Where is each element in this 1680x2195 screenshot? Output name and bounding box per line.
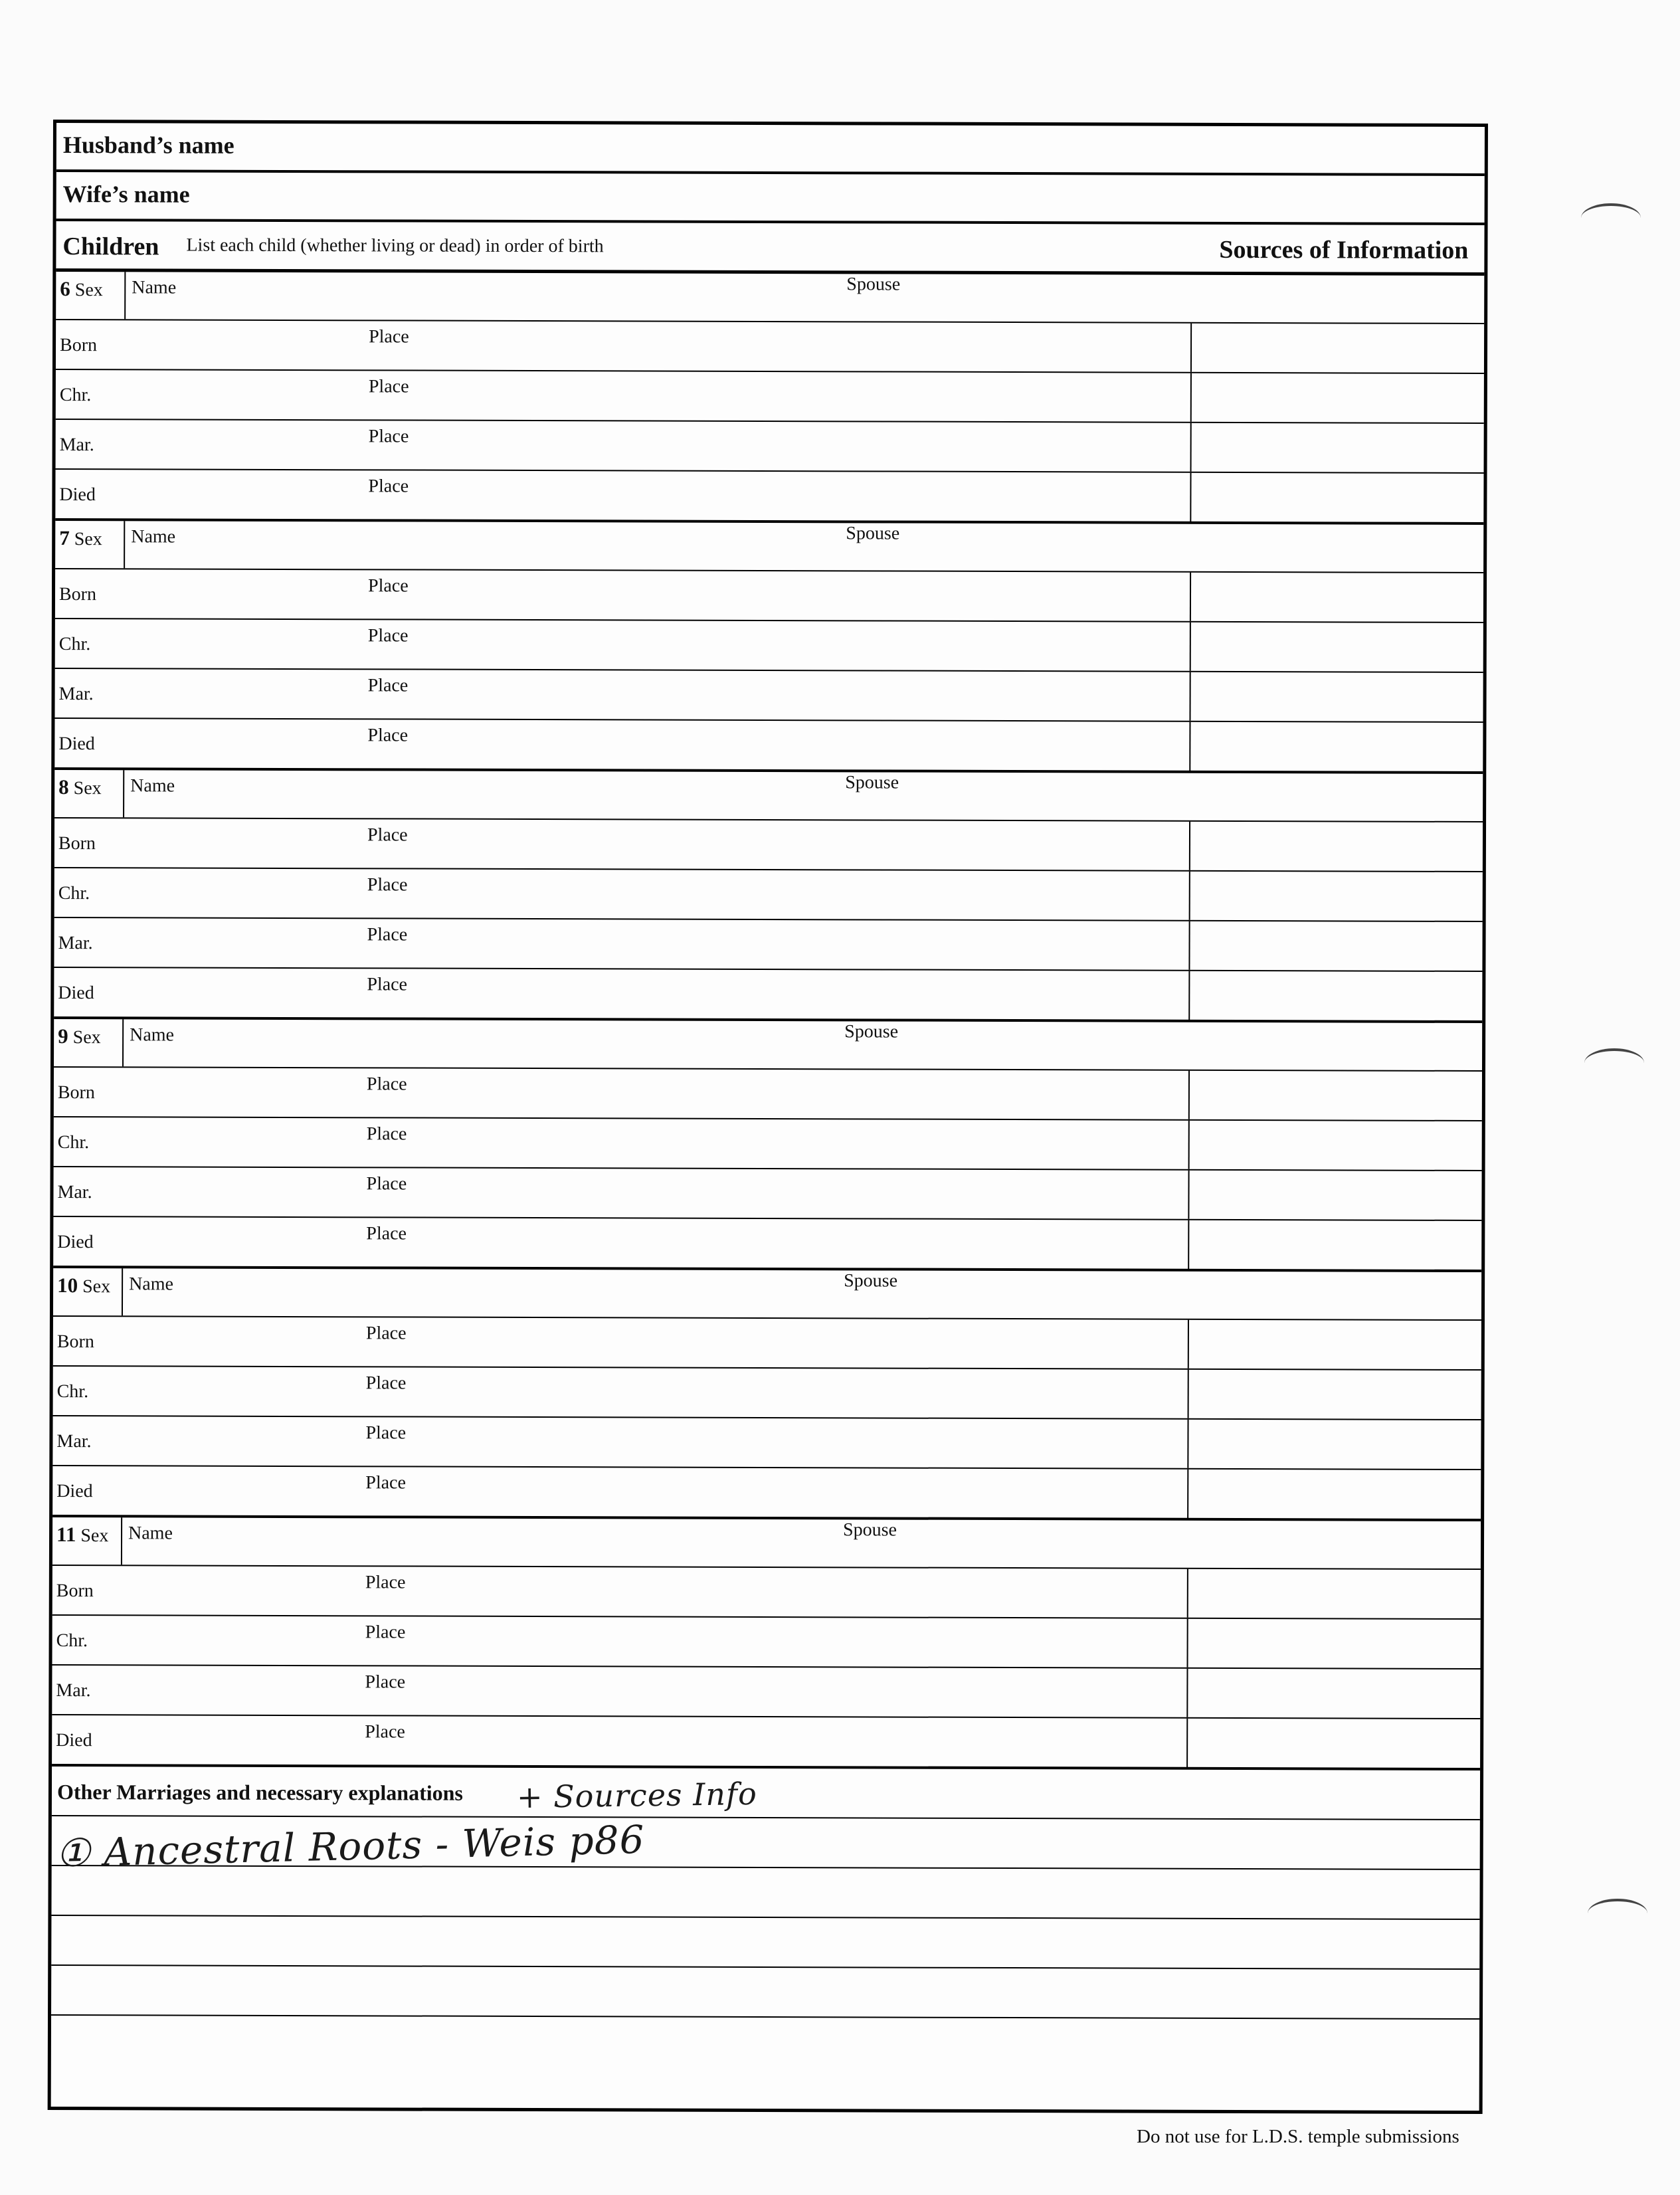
sex-divider xyxy=(121,1517,122,1565)
child-block xyxy=(53,1019,1482,1272)
source-cell[interactable] xyxy=(1188,1370,1481,1419)
event-row[interactable] xyxy=(56,370,1484,424)
event-label: Born xyxy=(60,335,98,356)
sex-divider xyxy=(123,770,124,817)
name-label: Name xyxy=(128,1523,173,1544)
event-label: Died xyxy=(58,733,95,755)
event-row[interactable] xyxy=(52,1715,1480,1769)
place-label: Place xyxy=(369,326,409,347)
event-row[interactable] xyxy=(56,320,1484,374)
event-row[interactable] xyxy=(52,1466,1481,1520)
sex-divider xyxy=(122,1268,123,1315)
place-label: Place xyxy=(365,1323,407,1344)
event-label: Chr. xyxy=(59,385,92,406)
event-label: Died xyxy=(58,983,94,1004)
family-record-form xyxy=(48,120,1488,2114)
binder-hole-mark xyxy=(1588,1899,1647,1928)
sex-label: Sex xyxy=(80,1525,109,1547)
place-label: Place xyxy=(367,874,408,896)
child-name-row[interactable] xyxy=(54,1019,1482,1072)
event-label: Born xyxy=(58,833,96,854)
child-name-row[interactable] xyxy=(54,770,1483,822)
child-name-row[interactable] xyxy=(55,521,1483,573)
event-label: Chr. xyxy=(56,1630,88,1652)
child-number: 7 xyxy=(59,526,70,550)
event-row[interactable] xyxy=(54,719,1483,773)
source-cell[interactable] xyxy=(1188,921,1482,971)
source-cell[interactable] xyxy=(1188,1320,1481,1369)
explanation-line[interactable] xyxy=(51,1966,1479,2020)
other-marriages-header-row[interactable] xyxy=(52,1766,1480,1820)
source-cell[interactable] xyxy=(1190,324,1484,373)
spouse-label: Spouse xyxy=(846,274,901,295)
place-label: Place xyxy=(366,1173,407,1194)
event-row[interactable] xyxy=(54,1117,1482,1171)
footer-note: Do not use for L.D.S. temple submissions xyxy=(1137,2126,1459,2147)
spouse-label: Spouse xyxy=(846,523,900,544)
place-label: Place xyxy=(365,1373,407,1394)
wife-label: Wife’s name xyxy=(62,181,190,208)
event-label: Died xyxy=(56,1481,93,1502)
source-cell[interactable] xyxy=(1189,672,1483,721)
event-label: Chr. xyxy=(58,883,90,904)
child-block xyxy=(54,770,1483,1023)
place-label: Place xyxy=(368,426,409,447)
source-cell[interactable] xyxy=(1186,1719,1480,1769)
source-cell[interactable] xyxy=(1190,473,1483,524)
name-label: Name xyxy=(132,277,177,298)
event-row[interactable] xyxy=(53,1167,1481,1221)
sex-divider xyxy=(124,521,125,568)
child-number-sex xyxy=(58,1024,101,1048)
sources-header: Sources of Information xyxy=(1219,235,1469,264)
source-cell[interactable] xyxy=(1189,822,1483,871)
name-label: Name xyxy=(131,526,176,547)
sex-label: Sex xyxy=(82,1276,111,1297)
source-cell[interactable] xyxy=(1187,1470,1481,1520)
child-name-row[interactable] xyxy=(52,1517,1481,1570)
place-label: Place xyxy=(366,1223,407,1244)
child-number: 9 xyxy=(58,1024,68,1048)
place-label: Place xyxy=(367,824,408,846)
name-label: Name xyxy=(130,1024,175,1046)
child-number-sex xyxy=(60,277,103,301)
spouse-label: Spouse xyxy=(844,1270,898,1291)
source-cell[interactable] xyxy=(1189,722,1483,773)
child-number-sex xyxy=(56,1523,108,1547)
spouse-label: Spouse xyxy=(845,772,899,793)
child-block xyxy=(52,1517,1481,1770)
other-marriages-section xyxy=(51,1766,1480,2069)
explanation-line[interactable] xyxy=(51,1866,1479,1920)
event-row[interactable] xyxy=(52,1566,1481,1620)
source-cell[interactable] xyxy=(1187,1619,1481,1668)
event-row[interactable] xyxy=(56,420,1484,474)
event-label: Born xyxy=(56,1331,94,1353)
event-label: Died xyxy=(56,1730,92,1751)
explanation-line[interactable] xyxy=(52,1816,1480,1876)
event-row[interactable] xyxy=(53,1317,1481,1371)
event-row[interactable] xyxy=(55,569,1483,623)
event-label: Mar. xyxy=(58,684,94,705)
place-label: Place xyxy=(367,924,408,945)
children-title: Children xyxy=(62,233,159,261)
source-cell[interactable] xyxy=(1188,1220,1481,1271)
sex-label: Sex xyxy=(74,529,102,550)
children-instructions: List each child (whether living or dead) in order of birth xyxy=(186,235,604,257)
place-label: Place xyxy=(367,725,409,746)
event-row[interactable] xyxy=(55,619,1483,673)
children-list xyxy=(52,272,1484,1770)
child-number: 11 xyxy=(56,1523,76,1547)
place-label: Place xyxy=(367,974,408,995)
event-label: Died xyxy=(59,484,96,506)
source-cell[interactable] xyxy=(1189,872,1483,921)
event-label: Mar. xyxy=(56,1431,92,1452)
explanation-line[interactable] xyxy=(51,1916,1479,1970)
event-label: Mar. xyxy=(59,434,94,456)
place-label: Place xyxy=(368,476,409,497)
child-number-sex xyxy=(59,526,102,550)
husband-row[interactable] xyxy=(56,123,1485,176)
source-cell[interactable] xyxy=(1188,1121,1482,1170)
child-block xyxy=(55,272,1484,525)
event-label: Mar. xyxy=(57,1182,92,1203)
place-label: Place xyxy=(365,1422,407,1444)
handwritten-source-entry: ① Ancestral Roots - Weis p86 xyxy=(55,1816,646,1876)
event-label: Born xyxy=(57,1082,95,1103)
place-label: Place xyxy=(365,1721,405,1743)
binder-hole-mark xyxy=(1581,203,1641,233)
other-marriages-label: Other Marriages and necessary explanations xyxy=(56,1780,463,1805)
event-label: Born xyxy=(56,1580,94,1602)
event-row[interactable] xyxy=(52,1666,1480,1719)
child-name-row[interactable] xyxy=(53,1268,1481,1321)
sex-divider xyxy=(124,272,126,319)
event-row[interactable] xyxy=(55,470,1483,524)
event-label: Mar. xyxy=(56,1680,91,1701)
event-row[interactable] xyxy=(54,669,1483,723)
event-row[interactable] xyxy=(54,818,1483,872)
place-label: Place xyxy=(367,575,409,597)
place-label: Place xyxy=(365,1472,406,1493)
place-label: Place xyxy=(368,376,409,397)
child-number: 6 xyxy=(60,277,70,301)
spouse-label: Spouse xyxy=(844,1021,899,1042)
name-label: Name xyxy=(130,775,175,797)
child-block xyxy=(54,521,1483,774)
event-label: Born xyxy=(58,584,97,605)
spouse-label: Spouse xyxy=(843,1519,897,1541)
source-cell[interactable] xyxy=(1190,423,1484,472)
wife-row[interactable] xyxy=(56,172,1485,225)
event-row[interactable] xyxy=(54,1068,1482,1121)
source-cell[interactable] xyxy=(1188,971,1482,1022)
place-label: Place xyxy=(367,625,409,646)
event-row[interactable] xyxy=(53,1217,1481,1271)
event-row[interactable] xyxy=(52,1416,1481,1470)
explanation-line[interactable] xyxy=(51,2016,1479,2069)
event-label: Died xyxy=(57,1232,94,1253)
source-cell[interactable] xyxy=(1190,622,1483,672)
handwritten-sources-note: + Sources Info xyxy=(516,1775,758,1816)
husband-label: Husband’s name xyxy=(62,132,234,159)
event-label: Chr. xyxy=(58,634,91,655)
event-row[interactable] xyxy=(53,1367,1481,1420)
place-label: Place xyxy=(367,675,409,696)
event-row[interactable] xyxy=(54,918,1482,972)
event-label: Mar. xyxy=(58,933,93,954)
source-cell[interactable] xyxy=(1188,1171,1481,1220)
child-number: 8 xyxy=(58,775,69,799)
children-header xyxy=(56,221,1484,276)
place-label: Place xyxy=(365,1622,406,1643)
binder-hole-mark xyxy=(1584,1048,1644,1078)
source-cell[interactable] xyxy=(1188,1071,1482,1120)
child-number-sex xyxy=(57,1274,110,1297)
child-block xyxy=(52,1268,1481,1521)
event-row[interactable] xyxy=(54,968,1482,1022)
source-cell[interactable] xyxy=(1187,1420,1481,1469)
event-label: Chr. xyxy=(56,1381,89,1402)
sex-divider xyxy=(122,1019,124,1066)
sex-label: Sex xyxy=(74,280,103,301)
place-label: Place xyxy=(365,1671,406,1693)
sex-label: Sex xyxy=(73,778,102,799)
event-row[interactable] xyxy=(52,1616,1481,1670)
event-label: Chr. xyxy=(57,1132,90,1153)
place-label: Place xyxy=(366,1074,407,1095)
child-number: 10 xyxy=(57,1274,78,1297)
child-name-row[interactable] xyxy=(56,272,1484,324)
event-row[interactable] xyxy=(54,868,1483,922)
source-cell[interactable] xyxy=(1190,573,1483,622)
source-cell[interactable] xyxy=(1187,1569,1481,1618)
source-cell[interactable] xyxy=(1186,1669,1480,1718)
place-label: Place xyxy=(366,1123,407,1145)
child-number-sex xyxy=(58,775,102,799)
sex-label: Sex xyxy=(72,1027,101,1048)
place-label: Place xyxy=(365,1572,406,1593)
source-cell[interactable] xyxy=(1190,373,1484,423)
name-label: Name xyxy=(129,1274,174,1295)
